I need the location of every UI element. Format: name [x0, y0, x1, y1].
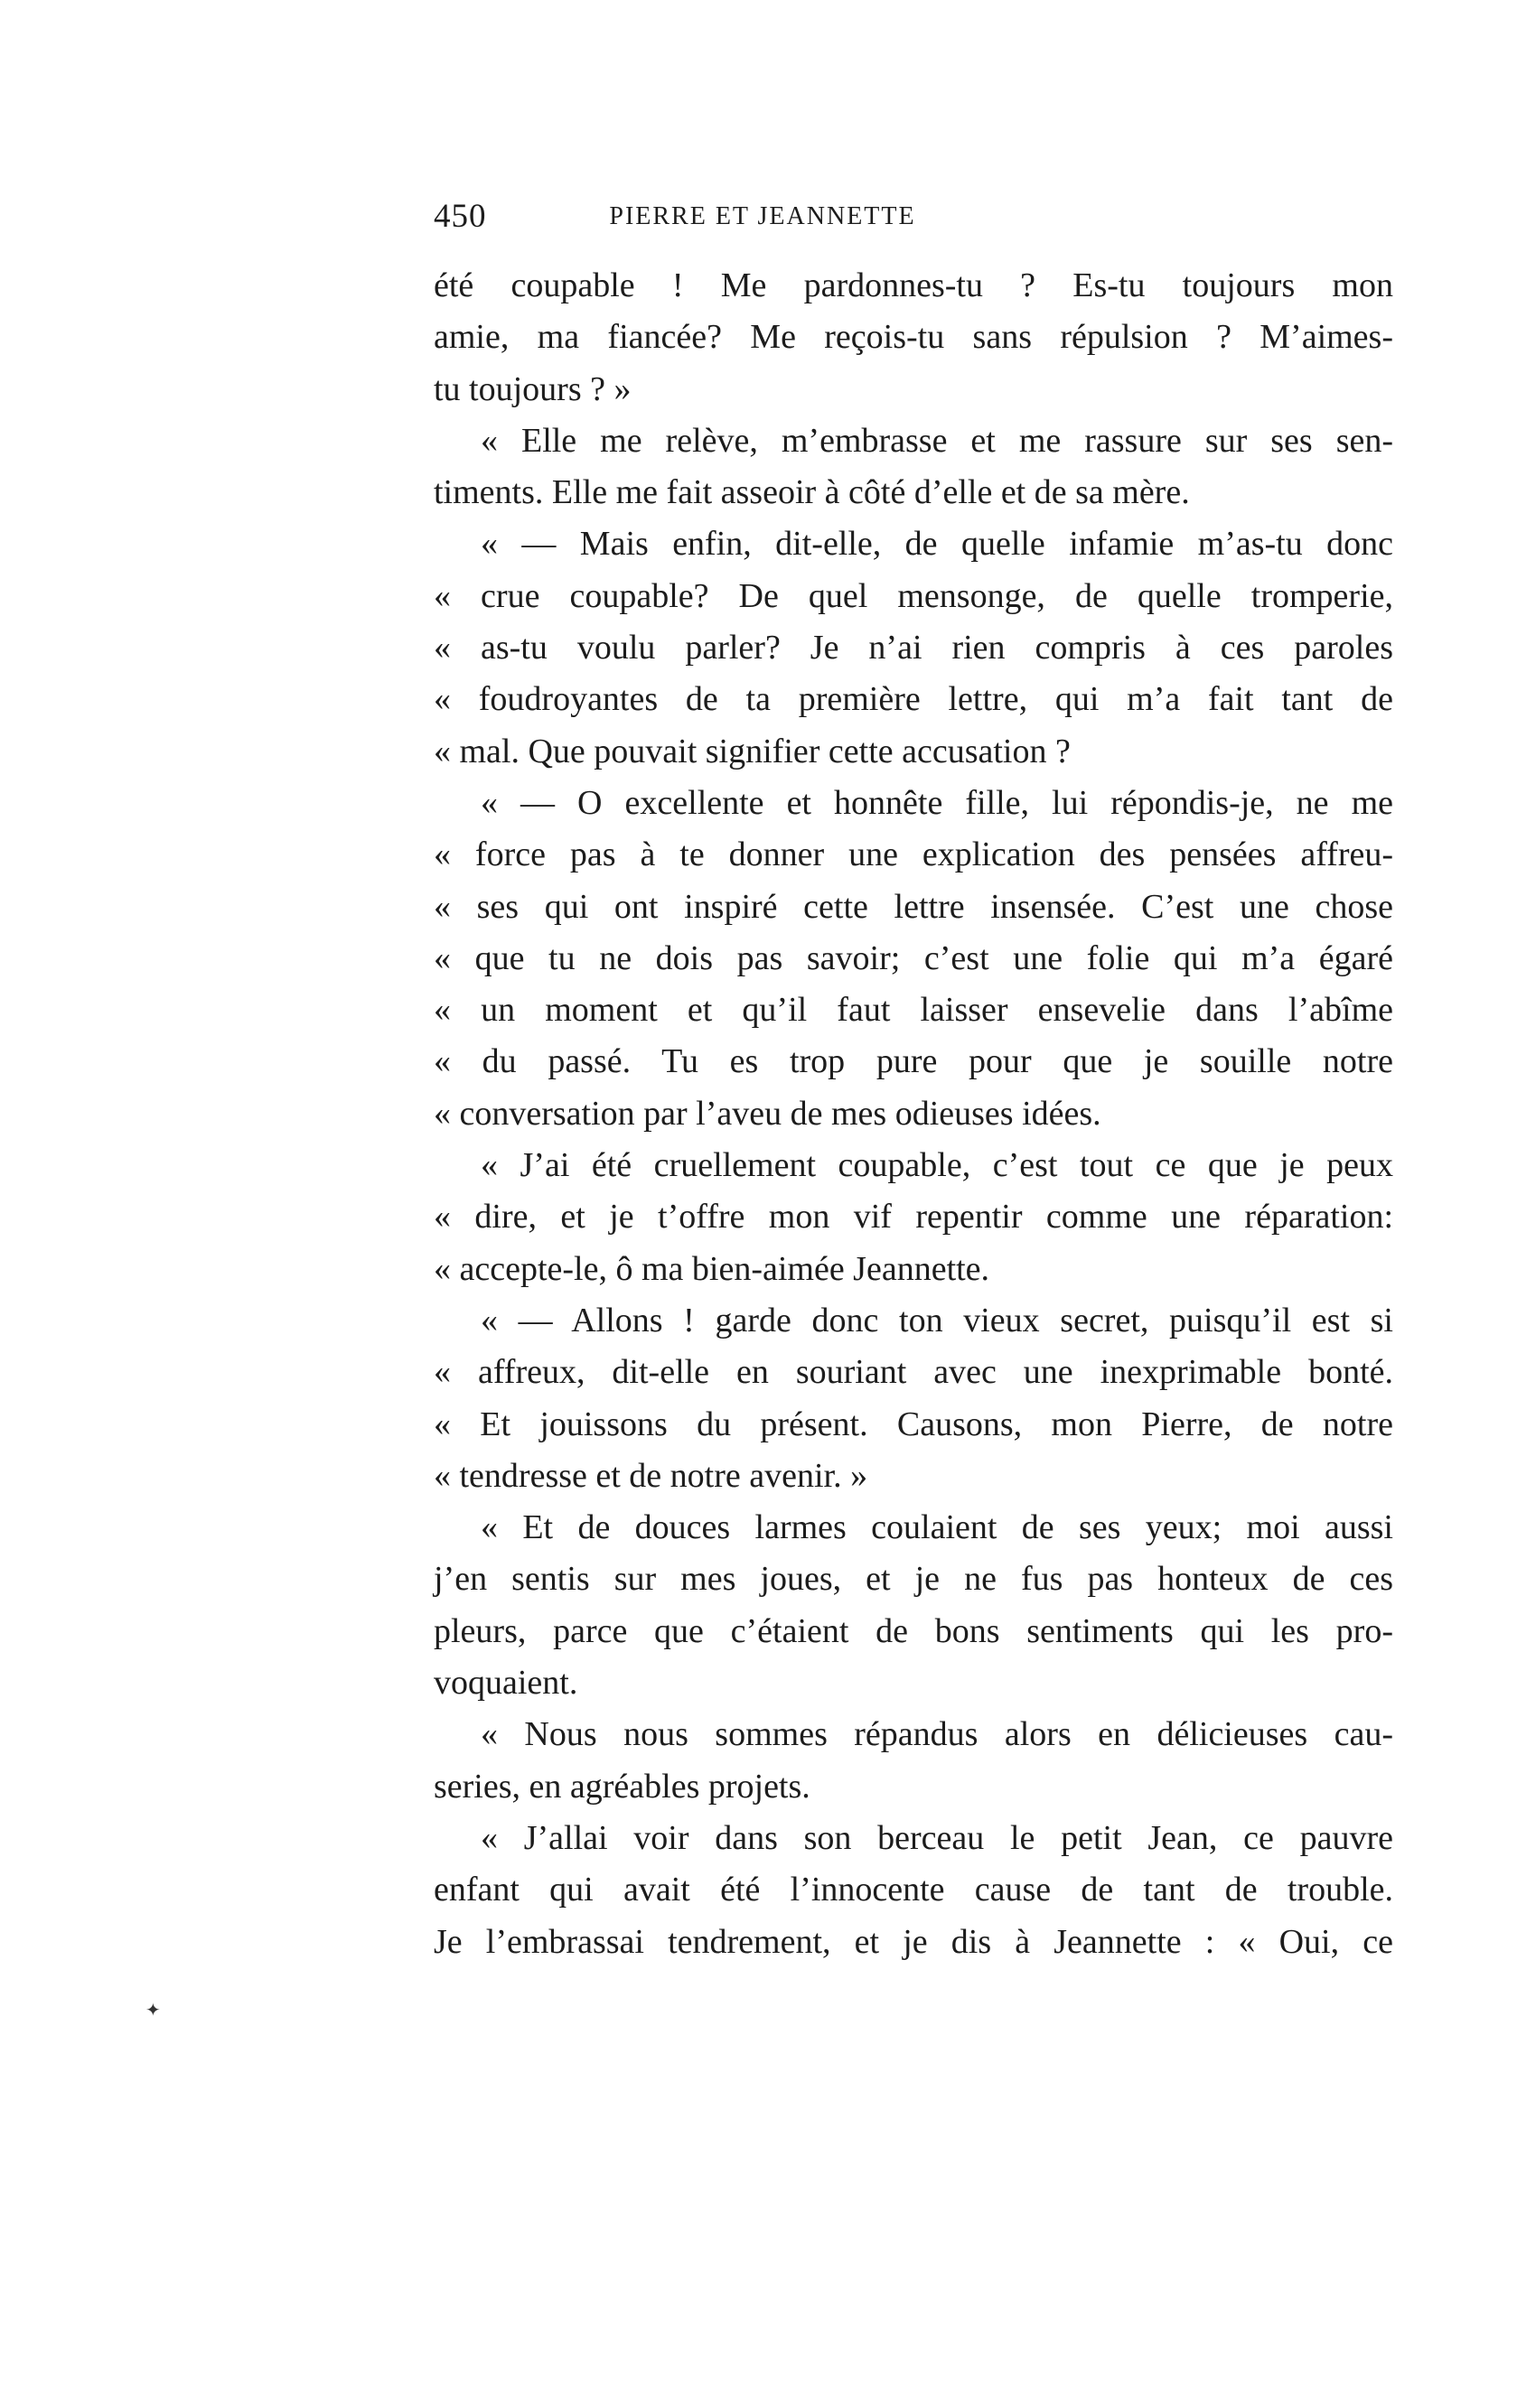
text-line: « Et de douces larmes coulaient de ses yeux; moi aussi — [481, 1508, 1393, 1547]
page-number: 450 — [434, 198, 487, 235]
text-line: « — O excellente et honnête fille, lui répondis-je, ne me — [481, 783, 1393, 822]
text-line: « Et jouissons du présent. Causons, mon Pierre, de notre — [434, 1405, 1393, 1443]
text-line: « ses qui ont inspiré cette lettre insensée. C’est une chose — [434, 887, 1393, 926]
text-line: « foudroyantes de ta première lettre, qui m’a fait tant de — [434, 680, 1393, 719]
text-line: été coupable ! Me pardonnes-tu ? Es-tu toujours mon — [434, 266, 1393, 304]
text-line: « crue coupable? De quel mensonge, de quelle tromperie, — [434, 576, 1393, 615]
ink-speck-icon: ✦ — [145, 2001, 161, 2021]
text-line: « J’ai été cruellement coupable, c’est tout ce que je peux — [481, 1146, 1393, 1185]
text-line: series, en agréables projets. — [434, 1767, 810, 1806]
body-text — [434, 260, 1393, 1968]
text-line: amie, ma fiancée? Me reçois-tu sans répulsion ? M’aimes- — [434, 318, 1393, 357]
text-line: tu toujours ? » — [434, 369, 632, 408]
text-line: « accepte-le, ô ma bien-aimée Jeannette. — [434, 1249, 990, 1288]
text-line: « un moment et qu’il faut laisser ensevelie dans l’abîme — [434, 991, 1393, 1030]
text-line: « Elle me relève, m’embrasse et me rassure sur ses sen- — [481, 421, 1393, 460]
page-header — [434, 197, 1091, 242]
text-line: « conversation par l’aveu de mes odieuses idées. — [434, 1094, 1101, 1133]
text-line: « affreux, dit-elle en souriant avec une inexprimable bonté. — [434, 1353, 1393, 1392]
text-line: « tendresse et de notre avenir. » — [434, 1456, 868, 1495]
text-line: « — Mais enfin, dit-elle, de quelle infamie m’as-tu donc — [481, 525, 1393, 564]
text-line: timents. Elle me fait asseoir à côté d’elle et de sa mère. — [434, 473, 1190, 512]
text-line: « Nous nous sommes répandus alors en délicieuses cau- — [481, 1715, 1393, 1754]
text-line: « du passé. Tu es trop pure pour que je souille notre — [434, 1042, 1393, 1081]
running-title: PIERRE ET JEANNETTE — [609, 202, 916, 230]
text-line: pleurs, parce que c’étaient de bons sentiments qui les pro- — [434, 1611, 1393, 1650]
text-line: voquaient. — [434, 1664, 578, 1703]
text-line: « dire, et je t’offre mon vif repentir comme une réparation: — [434, 1198, 1393, 1237]
text-line: « J’allai voir dans son berceau le petit Jean, ce pauvre — [481, 1818, 1393, 1857]
text-line: « mal. Que pouvait signifier cette accusation ? — [434, 732, 1071, 770]
text-line: Je l’embrassai tendrement, et je dis à Jeannette : « Oui, ce — [434, 1922, 1393, 1961]
text-line: enfant qui avait été l’innocente cause de tant de trouble. — [434, 1871, 1393, 1909]
text-line: « as-tu voulu parler? Je n’ai rien compris à ces paroles — [434, 629, 1393, 667]
text-line: « — Allons ! garde donc ton vieux secret, puisqu’il est si — [481, 1301, 1393, 1339]
text-line: « que tu ne dois pas savoir; c’est une folie qui m’a égaré — [434, 938, 1393, 977]
text-line: « force pas à te donner une explication des pensées affreu- — [434, 835, 1393, 874]
text-line: j’en sentis sur mes joues, et je ne fus pas honteux de ces — [434, 1560, 1393, 1599]
